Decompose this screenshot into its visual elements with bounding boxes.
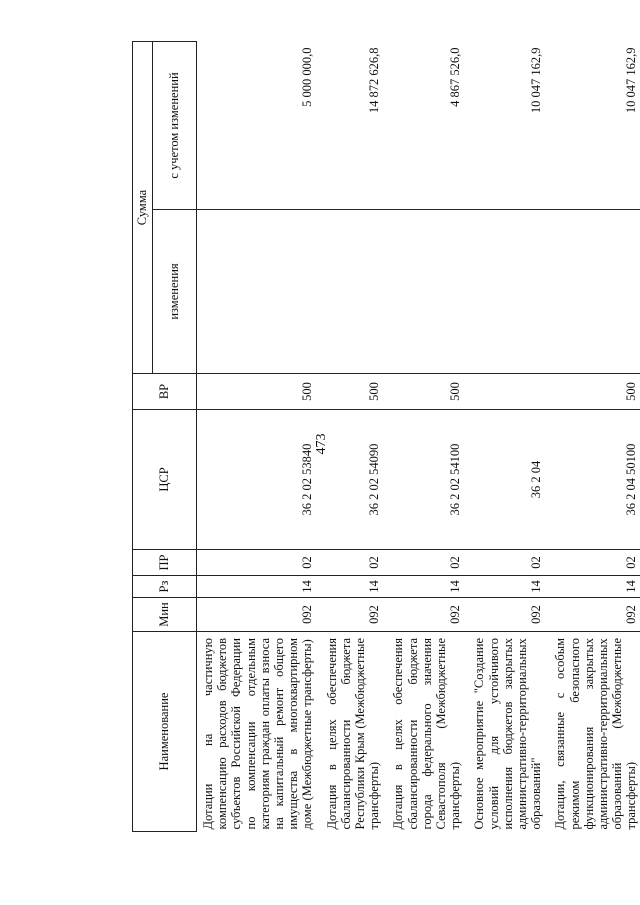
header-pr: ПР [133,550,197,576]
header-with-changes: с учетом изменений [153,42,197,210]
page-number: 473 [314,433,329,455]
row-name: Дотации на частичную компенсацию расходов бюджетов субъектов Российской Федерации по компенсации отдельным категориям граждан оплаты взноса на капитальный ремонт общего имущества в многоквартирном доме (Межбюджетные трансферты) [201,638,315,830]
table-row [197,42,321,832]
row-vr [468,374,549,410]
row-changes [197,210,321,374]
row-vr: 500 [549,374,640,410]
header-name: Наименование [133,632,197,832]
row-pr: 02 [387,550,468,576]
header-changes: изменения [153,210,197,374]
rotated-table-container [132,42,639,832]
row-rz: 14 [468,576,549,598]
row-total: 10 047 162,9 [549,42,640,210]
row-rz: 14 [549,576,640,598]
row-rz: 14 [321,576,388,598]
header-sum: Сумма [133,42,153,374]
row-changes [468,210,549,374]
header-rz: Рз [133,576,197,598]
row-rz: 14 [197,576,321,598]
row-csr: 36 2 04 50100 [549,410,640,550]
header-csr: ЦСР [133,410,197,550]
row-vr: 500 [321,374,388,410]
row-min: 092 [387,598,468,632]
row-csr: 36 2 04 [468,410,549,550]
row-pr: 02 [468,550,549,576]
row-rz: 14 [387,576,468,598]
row-vr: 500 [387,374,468,410]
row-pr: 02 [549,550,640,576]
table-row [468,42,549,832]
row-min: 092 [197,598,321,632]
table-row [321,42,388,832]
row-min: 092 [468,598,549,632]
row-changes [549,210,640,374]
table-row [549,42,640,832]
table-row [387,42,468,832]
row-csr: 36 2 02 53840 [197,410,321,550]
row-total: 5 000 000,0 [197,42,321,210]
budget-table [132,41,640,832]
row-name: Дотации, связанные с особым режимом безопасного функционирования закрытых административно-территориальных образований (Межбюджетные трансферты) [553,638,639,830]
row-csr: 36 2 02 54090 [321,410,388,550]
header-min: Мин [133,598,197,632]
row-csr: 36 2 02 54100 [387,410,468,550]
row-name: Дотация в целях обеспечения сбалансированности бюджета города федерального значения Севастополя (Межбюджетные трансферты) [391,638,463,830]
row-total: 14 872 626,8 [321,42,388,210]
row-pr: 02 [197,550,321,576]
header-vr: ВР [133,374,197,410]
row-min: 092 [549,598,640,632]
row-name: Основное мероприятие "Создание условий для устойчивого исполнения бюджетов закрытых административно-территориальных образований" [472,638,544,830]
row-changes [321,210,388,374]
row-vr: 500 [197,374,321,410]
row-min: 092 [321,598,388,632]
row-pr: 02 [321,550,388,576]
row-total: 10 047 162,9 [468,42,549,210]
row-name: Дотация в целях обеспечения сбалансированности бюджета Республики Крым (Межбюджетные трансферты) [324,638,382,830]
row-changes [387,210,468,374]
row-total: 4 867 526,0 [387,42,468,210]
